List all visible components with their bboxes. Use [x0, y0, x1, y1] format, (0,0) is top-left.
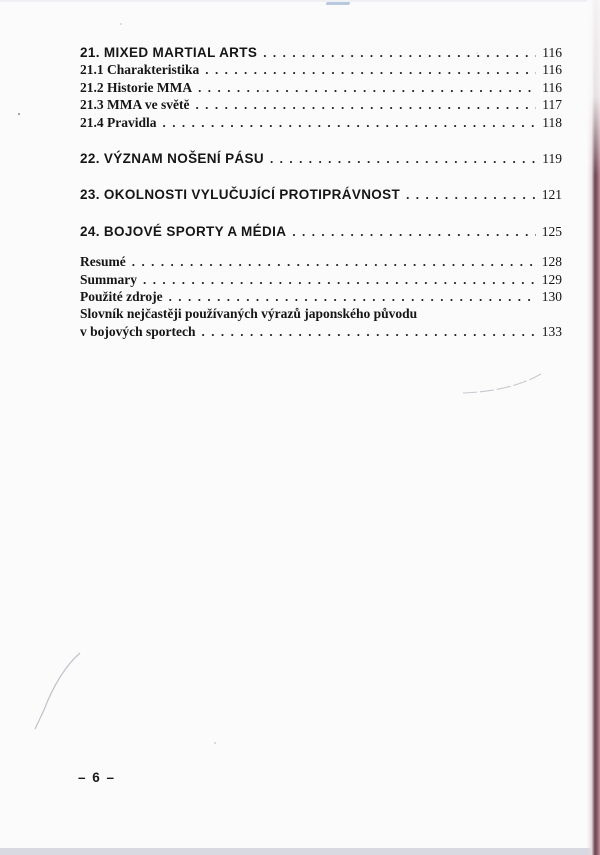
dust-speck — [262, 90, 264, 92]
dot-leader-icon — [286, 223, 536, 240]
dust-speck — [214, 742, 216, 744]
dust-speck — [120, 23, 122, 25]
toc-entry — [80, 323, 562, 340]
toc-entry-label: 21.3 MMA ve světě — [80, 97, 190, 113]
toc-entry — [80, 44, 562, 61]
toc-entry — [80, 253, 562, 270]
toc-entry-page: 116 — [542, 45, 562, 60]
toc-entry-label: 24. BOJOVÉ SPORTY A MÉDIA — [80, 223, 287, 239]
toc-entry — [80, 223, 562, 240]
toc-entry-label: v bojových sportech — [80, 323, 196, 339]
toc-entry-page: 119 — [542, 150, 562, 166]
toc-entry-label: 23. OKOLNOSTI VYLUČUJÍCÍ PROTIPRÁVNOST — [80, 187, 401, 203]
dot-leader-icon — [163, 288, 536, 305]
toc-entry-page: 125 — [541, 223, 562, 239]
toc-entry-label: 21.2 Historie MMA — [80, 79, 193, 95]
toc-entry — [80, 79, 562, 96]
scan-smudge — [325, 2, 350, 5]
dot-leader-icon — [192, 79, 536, 96]
toc-entry — [80, 186, 562, 203]
dot-leader-icon — [257, 44, 536, 61]
toc-entry-label: Slovník nejčastěji používaných výrazů japonského původu — [80, 306, 418, 322]
toc-entry-page: 118 — [542, 114, 562, 130]
dust-speck — [476, 52, 478, 54]
dot-leader-icon — [157, 114, 537, 131]
folio-page-number: – 6 – — [78, 770, 116, 785]
book-spine-edge-fade — [587, 0, 600, 175]
toc-entry-page: 116 — [542, 79, 562, 95]
toc-entry-label: Použité zdroje — [80, 288, 163, 304]
toc-entry-page: 117 — [542, 97, 562, 113]
toc-entry — [80, 271, 562, 288]
scan-edge-bottom — [0, 848, 600, 855]
dot-leader-icon — [264, 150, 536, 167]
toc-entry-label: 21.4 Pravidla — [80, 114, 157, 130]
dot-leader-icon — [137, 271, 536, 288]
toc-entry-label: 21.1 Charakteristika — [80, 62, 200, 78]
toc-entry-page: 128 — [541, 254, 562, 270]
toc-entry-label: Resumé — [80, 254, 126, 270]
toc-entry — [80, 150, 562, 167]
toc-entry-label: 21. MIXED MARTIAL ARTS — [80, 45, 258, 60]
toc-entry-page: 130 — [541, 288, 562, 304]
dust-speck — [18, 113, 20, 115]
dot-leader-icon — [189, 96, 536, 113]
dot-leader-icon — [196, 323, 537, 340]
scan-edge-top — [0, 0, 600, 2]
toc-entry — [80, 61, 562, 78]
toc-entry — [80, 114, 562, 131]
dot-leader-icon — [400, 186, 536, 203]
toc-entry-page: 133 — [541, 323, 562, 339]
toc-entry-page: 129 — [541, 271, 562, 287]
toc-entry — [80, 288, 562, 305]
toc-entry-page: 116 — [542, 62, 562, 78]
toc-entry-label: Summary — [80, 271, 137, 287]
toc-entry-label: 22. VÝZNAM NOŠENÍ PÁSU — [80, 150, 264, 166]
toc-entry — [80, 305, 562, 322]
dot-leader-icon — [126, 253, 536, 270]
toc-entry-page: 121 — [541, 187, 562, 203]
dot-leader-icon — [199, 61, 536, 78]
toc-entry — [80, 96, 562, 113]
table-of-contents — [80, 44, 562, 340]
